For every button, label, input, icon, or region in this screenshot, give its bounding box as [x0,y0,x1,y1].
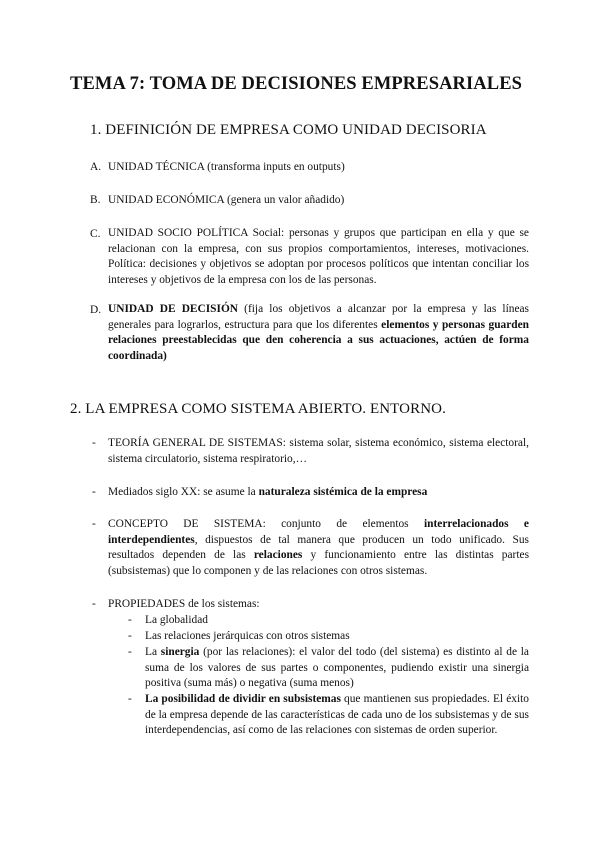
list-item: UNIDAD DE DECISIÓN (fija los objetivos a alcanzar por la empresa y las líneas generales para lograrlos, estructura para que los diferentes elementos y personas guarden relaciones preestablecidas que den coherencia a sus actuaciones, actúen de forma coordinada) [108,303,530,362]
page-title: TEMA 7: TOMA DE DECISIONES EMPRESARIALES [70,74,523,94]
list-item: Mediados siglo XX: se asume la naturaleza sistémica de la empresa [108,486,428,498]
sublist-marker: - [128,630,132,642]
section-2-heading: 2. LA EMPRESA COMO SISTEMA ABIERTO. ENTORNO. [70,401,446,417]
sublist-marker: - [128,646,132,658]
sublist-item: Las relaciones jerárquicas con otros sistemas [145,630,350,642]
list-item: PROPIEDADES de los sistemas: [108,598,260,610]
list-item: UNIDAD SOCIO POLÍTICA Social: personas y grupos que participan en ella y que se relacionan con la empresa, con sus propios comportamientos, intereses, motivaciones. Política: decisiones y objetivos se adoptan por procesos políticos que intentan conciliar los intereses y objetivos de la empresa con los de las personas. [108,227,529,286]
list-item: UNIDAD TÉCNICA (transforma inputs en outputs) [108,161,345,173]
list-marker: D. [90,304,102,316]
sublist-item: La posibilidad de dividir en subsistemas que mantienen sus propiedades. El éxito de la empresa depende de las características de cada uno de los subsistemas y de sus interdependencias, así como de las relaciones con sistemas de orden superior. [145,693,529,737]
sublist-item: La sinergia (por las relaciones): el valor del todo (del sistema) es distinto al de la suma de los valores de sus partes o componentes, pudiendo existir una sinergia positiva (suma más) o negativa (suma menos) [145,646,529,690]
list-marker: B. [90,194,101,206]
list-item: TEORÍA GENERAL DE SISTEMAS: sistema solar, sistema económico, sistema electoral, sistema circulatorio, sistema respiratorio,… [108,437,529,465]
sublist-item: La globalidad [145,614,208,626]
list-marker: - [92,437,96,449]
list-item: UNIDAD ECONÓMICA (genera un valor añadido) [108,194,345,206]
section-1-heading: 1. DEFINICIÓN DE EMPRESA COMO UNIDAD DECISORIA [90,122,487,138]
list-marker: - [92,518,96,530]
sublist-marker: - [128,693,132,705]
list-marker: A. [90,161,102,173]
list-marker: C. [90,228,101,240]
list-marker: - [92,598,96,610]
sublist-marker: - [128,614,132,626]
list-item: CONCEPTO DE SISTEMA: conjunto de elementos interrelacionados e interdependientes, dispuestos de tal manera que producen un todo unificado. Sus resultados dependen de las relaciones y funcionamiento entre las distintas partes (subsistemas) que lo componen y de las relaciones con otros sistemas. [108,518,529,577]
list-marker: - [92,486,96,498]
